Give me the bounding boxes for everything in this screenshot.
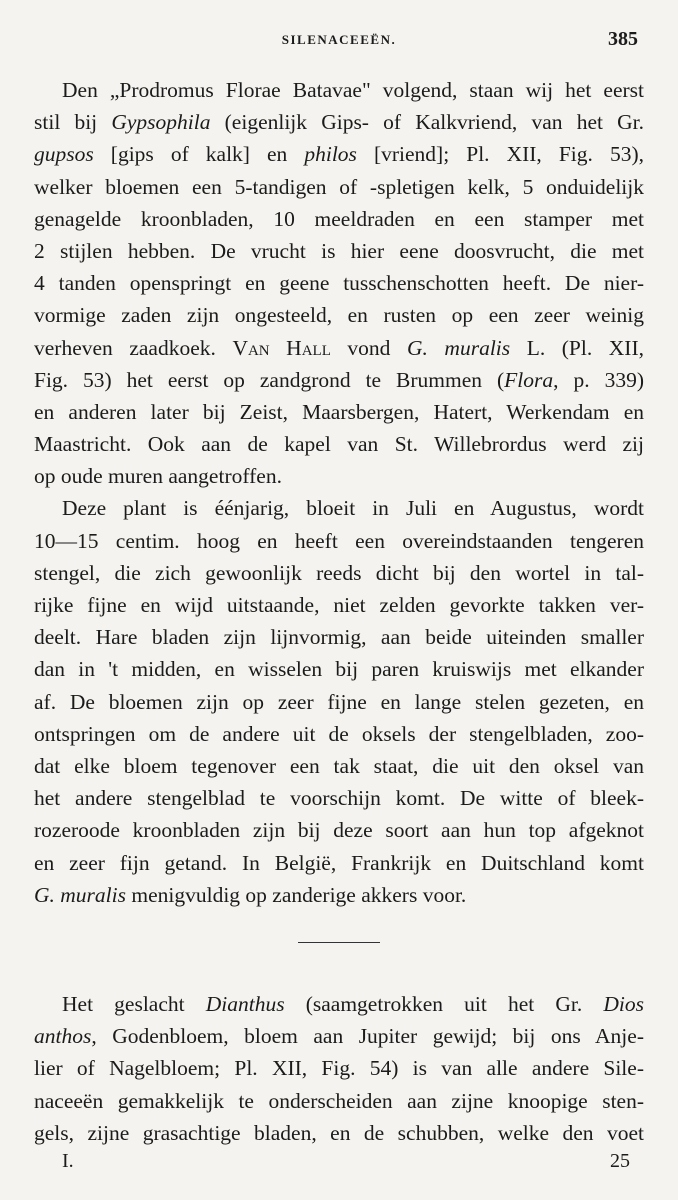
body-text xyxy=(34,74,644,911)
text-line: Deze plant is éénjarig, bloeit in Juli en Augustus, wordt xyxy=(62,496,644,521)
text-line: rozeroode kroonbladen zijn bij deze soort aan hun top afgeknot xyxy=(34,818,644,843)
running-head: SILENACEEËN. xyxy=(281,32,397,47)
text-line: stengel, die zich gewoonlijk reeds dicht bij den wortel in tal- xyxy=(34,560,644,585)
text-line: rijke fijne en wijd uitstaande, niet zelden gevorkte takken ver- xyxy=(34,593,644,617)
text-line: Fig. 53) het eerst op zandgrond te Brummen (Flora, p. 339) xyxy=(34,367,644,392)
page-number: 385 xyxy=(608,28,638,50)
text-line: dan in 't midden, en wisselen bij paren kruiswijs met elkander xyxy=(34,657,644,682)
section-separator xyxy=(298,942,380,943)
text-line: af. De bloemen zijn op zeer fijne en lange stelen gezeten, en xyxy=(34,689,644,714)
text-line: op oude muren aangetroffen. xyxy=(34,464,282,489)
text-line: dat elke bloem tegenover een tak staat, die uit den oksel van xyxy=(34,753,644,778)
text-line: en zeer fijn getand. In België, Frankrijk en Duitschland komt xyxy=(34,850,644,875)
body-text-continued xyxy=(34,988,644,1149)
text-line: welker bloemen een 5-tandigen of -spletigen kelk, 5 onduidelijk xyxy=(34,174,644,199)
text-line: het andere stengelblad te voorschijn komt. De witte of bleek- xyxy=(34,786,644,811)
text-line: Den „Prodromus Florae Batavae" volgend, staan wij het eerst xyxy=(62,78,644,102)
text-line: G. muralis menigvuldig op zanderige akkers voor. xyxy=(34,882,467,907)
text-line: genagelde kroonbladen, 10 meeldraden en een stamper met xyxy=(34,206,644,231)
text-line: ontspringen om de andere uit de oksels der stengelbladen, zoo- xyxy=(34,721,644,746)
text-line: 10—15 centim. hoog en heeft een overeindstaanden tengeren xyxy=(34,528,644,553)
page-footer xyxy=(0,1150,678,1180)
text-line: 4 tanden openspringt en geene tusschenschotten heeft. De nier- xyxy=(34,271,644,296)
text-line: stil bij Gypsophila (eigenlijk Gips- of Kalkvriend, van het Gr. xyxy=(34,110,644,135)
text-line: naceeën gemakkelijk te onderscheiden aan zijne knoopige sten- xyxy=(34,1088,644,1113)
sheet-number: 25 xyxy=(610,1150,630,1172)
text-line: vormige zaden zijn ongesteeld, en rusten op een zeer weinig xyxy=(34,303,644,328)
text-line: Maastricht. Ook aan de kapel van St. Willebrordus werd zij xyxy=(34,432,644,457)
text-line: gupsos [gips of kalk] en philos [vriend]; Pl. XII, Fig. 53), xyxy=(34,142,644,167)
text-line: verheven zaadkoek. Van Hall vond G. muralis L. (Pl. XII, xyxy=(34,335,645,360)
signature-mark: I. xyxy=(62,1150,74,1172)
text-line: deelt. Hare bladen zijn lijnvormig, aan beide uiteinden smaller xyxy=(34,625,644,650)
text-line: 2 stijlen hebben. De vrucht is hier eene doosvrucht, die met xyxy=(34,238,644,263)
text-line: en anderen later bij Zeist, Maarsbergen, Hatert, Werkendam en xyxy=(34,399,644,424)
text-line: gels, zijne grasachtige bladen, en de schubben, welke den voet xyxy=(34,1120,644,1145)
text-line: lier of Nagelbloem; Pl. XII, Fig. 54) is van alle andere Sile- xyxy=(34,1056,644,1081)
text-line: anthos, Godenbloem, bloem aan Jupiter gewijd; bij ons Anje- xyxy=(34,1024,644,1049)
page-header xyxy=(0,28,678,58)
text-line: Het geslacht Dianthus (saamgetrokken uit het Gr. Dios xyxy=(62,992,644,1016)
